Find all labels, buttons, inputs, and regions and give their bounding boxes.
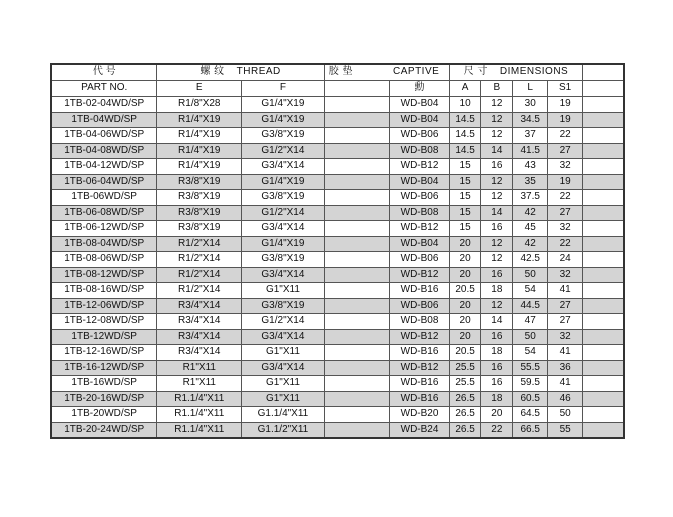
table-row	[51, 422, 624, 438]
table-row	[51, 143, 624, 159]
thread-e-cell: R3/8"X19	[157, 221, 242, 237]
extra-cell	[583, 252, 624, 268]
dim-l-cell: 37	[513, 128, 548, 144]
dim-a-cell: 25.5	[449, 376, 481, 392]
thread-e-cell: R1/4"X19	[157, 128, 242, 144]
captive-cell: WD-B12	[390, 159, 449, 175]
blank-cell	[324, 97, 390, 113]
thread-e-cell: R1/2"X14	[157, 283, 242, 299]
dim-s1-cell: 32	[548, 221, 583, 237]
dim-a-cell: 14.5	[449, 143, 481, 159]
part-no-cell: 1TB-20-16WD/SP	[51, 391, 157, 407]
dim-b-cell: 20	[481, 407, 513, 423]
blank-cell	[324, 190, 390, 206]
dim-b-cell: 22	[481, 422, 513, 438]
dim-b-cell: 16	[481, 159, 513, 175]
blank-cell	[324, 360, 390, 376]
part-no-cell: 1TB-02-04WD/SP	[51, 97, 157, 113]
blank-cell	[324, 314, 390, 330]
thread-f-cell: G3/4"X14	[242, 267, 325, 283]
col-extra-header	[583, 81, 624, 97]
thread-f-cell: G1"X11	[242, 345, 325, 361]
header-row-2	[51, 81, 624, 97]
extra-cell	[583, 329, 624, 345]
dim-a-cell: 20	[449, 329, 481, 345]
thread-f-cell: G1/4"X19	[242, 97, 325, 113]
dim-l-cell: 45	[513, 221, 548, 237]
table-row	[51, 236, 624, 252]
table-row	[51, 314, 624, 330]
dim-a-cell: 14.5	[449, 128, 481, 144]
dim-a-cell: 15	[449, 221, 481, 237]
header-row-1	[51, 64, 624, 81]
dim-a-cell: 20	[449, 267, 481, 283]
blank-header-cell	[583, 64, 624, 81]
part-no-cell: 1TB-12-06WD/SP	[51, 298, 157, 314]
part-no-cell: 1TB-08-16WD/SP	[51, 283, 157, 299]
thread-e-cell: R1.1/4"X11	[157, 422, 242, 438]
thread-e-cell: R1/4"X19	[157, 159, 242, 175]
dim-a-cell: 26.5	[449, 391, 481, 407]
blank-cell	[324, 422, 390, 438]
extra-cell	[583, 205, 624, 221]
dim-l-cell: 34.5	[513, 112, 548, 128]
dim-b-cell: 12	[481, 174, 513, 190]
blank-cell	[324, 252, 390, 268]
dim-s1-cell: 19	[548, 174, 583, 190]
extra-cell	[583, 190, 624, 206]
blank-cell	[324, 267, 390, 283]
dimensions-header-cn: 尺 寸	[463, 66, 488, 78]
thread-f-cell: G3/4"X14	[242, 159, 325, 175]
col-b-header: B	[481, 81, 513, 97]
dim-a-cell: 25.5	[449, 360, 481, 376]
dim-l-cell: 54	[513, 283, 548, 299]
part-no-header-en: PART NO.	[51, 81, 157, 97]
thread-f-cell: G3/8"X19	[242, 298, 325, 314]
thread-f-cell: G3/4"X14	[242, 221, 325, 237]
dim-b-cell: 12	[481, 97, 513, 113]
dim-l-cell: 37.5	[513, 190, 548, 206]
blank-cell	[324, 298, 390, 314]
captive-cell: WD-B06	[390, 252, 449, 268]
extra-cell	[583, 314, 624, 330]
table-row	[51, 205, 624, 221]
table-row	[51, 128, 624, 144]
dim-l-cell: 54	[513, 345, 548, 361]
captive-cell: WD-B16	[390, 391, 449, 407]
table-row	[51, 360, 624, 376]
dim-a-cell: 15	[449, 174, 481, 190]
col-e-header: E	[157, 81, 242, 97]
extra-cell	[583, 143, 624, 159]
thread-e-cell: R1"X11	[157, 360, 242, 376]
part-no-cell: 1TB-04-12WD/SP	[51, 159, 157, 175]
dim-a-cell: 26.5	[449, 422, 481, 438]
dim-b-cell: 12	[481, 236, 513, 252]
col-f-header: F	[242, 81, 325, 97]
blank-cell	[324, 143, 390, 159]
thread-f-cell: G1/2"X14	[242, 314, 325, 330]
dim-a-cell: 26.5	[449, 407, 481, 423]
dim-a-cell: 15	[449, 205, 481, 221]
blank-cell	[324, 221, 390, 237]
dim-a-cell: 20	[449, 236, 481, 252]
captive-cell: WD-B12	[390, 221, 449, 237]
blank-cell	[324, 159, 390, 175]
dim-b-cell: 12	[481, 112, 513, 128]
dim-b-cell: 16	[481, 329, 513, 345]
part-no-cell: 1TB-20-24WD/SP	[51, 422, 157, 438]
col-captive-sub-header: 勳	[390, 81, 449, 97]
dim-l-cell: 64.5	[513, 407, 548, 423]
captive-cell: WD-B16	[390, 345, 449, 361]
thread-e-cell: R3/8"X19	[157, 174, 242, 190]
thread-e-cell: R1"X11	[157, 376, 242, 392]
extra-cell	[583, 174, 624, 190]
captive-cell: WD-B06	[390, 190, 449, 206]
blank-cell	[324, 283, 390, 299]
dim-l-cell: 35	[513, 174, 548, 190]
dim-a-cell: 14.5	[449, 112, 481, 128]
dim-s1-cell: 46	[548, 391, 583, 407]
part-no-cell: 1TB-06-04WD/SP	[51, 174, 157, 190]
extra-cell	[583, 221, 624, 237]
dim-l-cell: 42	[513, 236, 548, 252]
extra-cell	[583, 267, 624, 283]
dim-s1-cell: 36	[548, 360, 583, 376]
col-blank-header	[324, 81, 390, 97]
part-no-cell: 1TB-06WD/SP	[51, 190, 157, 206]
thread-f-cell: G1/4"X19	[242, 112, 325, 128]
captive-cell: WD-B04	[390, 112, 449, 128]
extra-cell	[583, 422, 624, 438]
part-no-cell: 1TB-04-08WD/SP	[51, 143, 157, 159]
extra-cell	[583, 345, 624, 361]
dim-l-cell: 42	[513, 205, 548, 221]
blank-cell	[324, 236, 390, 252]
dim-l-cell: 66.5	[513, 422, 548, 438]
table-row	[51, 159, 624, 175]
thread-f-cell: G3/8"X19	[242, 128, 325, 144]
dim-s1-cell: 32	[548, 159, 583, 175]
table-row	[51, 345, 624, 361]
thread-f-cell: G1/4"X19	[242, 236, 325, 252]
dim-l-cell: 43	[513, 159, 548, 175]
captive-cell: WD-B16	[390, 376, 449, 392]
table-row	[51, 267, 624, 283]
dim-b-cell: 18	[481, 391, 513, 407]
extra-cell	[583, 112, 624, 128]
dim-a-cell: 20	[449, 252, 481, 268]
captive-cell: WD-B20	[390, 407, 449, 423]
thread-group-header	[157, 64, 324, 81]
thread-f-cell: G1.1/4"X11	[242, 407, 325, 423]
spec-table	[50, 63, 625, 439]
captive-cell: WD-B12	[390, 267, 449, 283]
dim-b-cell: 14	[481, 314, 513, 330]
part-no-cell: 1TB-12WD/SP	[51, 329, 157, 345]
dim-l-cell: 50	[513, 329, 548, 345]
thread-f-cell: G1/2"X14	[242, 205, 325, 221]
dim-a-cell: 15	[449, 190, 481, 206]
blank-cell	[324, 128, 390, 144]
dim-a-cell: 20.5	[449, 283, 481, 299]
table-row	[51, 283, 624, 299]
thread-e-cell: R1.1/4"X11	[157, 391, 242, 407]
table-row	[51, 252, 624, 268]
dim-l-cell: 55.5	[513, 360, 548, 376]
blank-cell	[324, 112, 390, 128]
table-row	[51, 329, 624, 345]
blank-cell	[324, 391, 390, 407]
extra-cell	[583, 360, 624, 376]
table-row	[51, 97, 624, 113]
part-no-header-cn: 代 号	[51, 64, 157, 81]
part-no-cell: 1TB-20WD/SP	[51, 407, 157, 423]
thread-header-cn: 螺 纹	[200, 66, 225, 78]
captive-cell: WD-B12	[390, 360, 449, 376]
dim-s1-cell: 41	[548, 376, 583, 392]
thread-f-cell: G3/4"X14	[242, 360, 325, 376]
thread-f-cell: G3/4"X14	[242, 329, 325, 345]
thread-f-cell: G1.1/2"X11	[242, 422, 325, 438]
extra-cell	[583, 159, 624, 175]
dim-s1-cell: 32	[548, 267, 583, 283]
captive-cell: WD-B08	[390, 205, 449, 221]
table-row	[51, 298, 624, 314]
dim-b-cell: 12	[481, 128, 513, 144]
dim-s1-cell: 24	[548, 252, 583, 268]
part-no-cell: 1TB-08-12WD/SP	[51, 267, 157, 283]
dim-l-cell: 30	[513, 97, 548, 113]
captive-cell: WD-B04	[390, 97, 449, 113]
dim-s1-cell: 41	[548, 345, 583, 361]
dim-b-cell: 18	[481, 345, 513, 361]
dim-b-cell: 16	[481, 360, 513, 376]
captive-cell: WD-B24	[390, 422, 449, 438]
blank-cell	[324, 345, 390, 361]
thread-e-cell: R1/4"X19	[157, 112, 242, 128]
dim-a-cell: 20	[449, 314, 481, 330]
dim-l-cell: 44.5	[513, 298, 548, 314]
part-no-cell: 1TB-12-16WD/SP	[51, 345, 157, 361]
dimensions-header-en: DIMENSIONS	[499, 66, 569, 78]
thread-f-cell: G1/4"X19	[242, 174, 325, 190]
extra-cell	[583, 236, 624, 252]
dim-s1-cell: 41	[548, 283, 583, 299]
extra-cell	[583, 283, 624, 299]
blank-cell	[324, 376, 390, 392]
dim-b-cell: 18	[481, 283, 513, 299]
captive-cell: WD-B16	[390, 283, 449, 299]
dim-b-cell: 16	[481, 221, 513, 237]
dim-b-cell: 16	[481, 267, 513, 283]
extra-cell	[583, 376, 624, 392]
dim-s1-cell: 27	[548, 143, 583, 159]
part-no-cell: 1TB-12-08WD/SP	[51, 314, 157, 330]
spec-table-body	[51, 97, 624, 439]
dim-b-cell: 14	[481, 143, 513, 159]
captive-header-en: CAPTIVE	[393, 66, 440, 78]
dim-a-cell: 20.5	[449, 345, 481, 361]
captive-header-cn: 胶 垫	[328, 66, 354, 78]
thread-header-en: THREAD	[236, 66, 281, 78]
thread-f-cell: G3/8"X19	[242, 252, 325, 268]
dim-s1-cell: 22	[548, 190, 583, 206]
thread-e-cell: R1/2"X14	[157, 236, 242, 252]
table-row	[51, 407, 624, 423]
captive-group-header	[324, 64, 449, 81]
thread-f-cell: G1/2"X14	[242, 143, 325, 159]
thread-f-cell: G1"X11	[242, 391, 325, 407]
captive-cell: WD-B08	[390, 314, 449, 330]
dim-s1-cell: 27	[548, 205, 583, 221]
dim-b-cell: 12	[481, 252, 513, 268]
extra-cell	[583, 298, 624, 314]
thread-e-cell: R3/4"X14	[157, 345, 242, 361]
thread-f-cell: G3/8"X19	[242, 190, 325, 206]
dim-s1-cell: 27	[548, 298, 583, 314]
col-l-header: L	[513, 81, 548, 97]
dim-s1-cell: 27	[548, 314, 583, 330]
dim-b-cell: 12	[481, 298, 513, 314]
captive-cell: WD-B06	[390, 128, 449, 144]
dim-s1-cell: 22	[548, 128, 583, 144]
dim-s1-cell: 50	[548, 407, 583, 423]
col-s1-header: S1	[548, 81, 583, 97]
thread-e-cell: R1.1/4"X11	[157, 407, 242, 423]
dim-l-cell: 47	[513, 314, 548, 330]
captive-cell: WD-B04	[390, 174, 449, 190]
dim-a-cell: 15	[449, 159, 481, 175]
thread-e-cell: R3/8"X19	[157, 190, 242, 206]
captive-cell: WD-B04	[390, 236, 449, 252]
table-row	[51, 391, 624, 407]
table-row	[51, 174, 624, 190]
part-no-cell: 1TB-16WD/SP	[51, 376, 157, 392]
part-no-cell: 1TB-06-12WD/SP	[51, 221, 157, 237]
captive-cell: WD-B12	[390, 329, 449, 345]
dim-s1-cell: 22	[548, 236, 583, 252]
thread-e-cell: R3/4"X14	[157, 329, 242, 345]
blank-cell	[324, 174, 390, 190]
table-row	[51, 221, 624, 237]
dim-l-cell: 41.5	[513, 143, 548, 159]
dim-b-cell: 14	[481, 205, 513, 221]
thread-e-cell: R1/2"X14	[157, 267, 242, 283]
blank-cell	[324, 329, 390, 345]
part-no-cell: 1TB-16-12WD/SP	[51, 360, 157, 376]
extra-cell	[583, 391, 624, 407]
dimensions-group-header	[449, 64, 582, 81]
dim-l-cell: 59.5	[513, 376, 548, 392]
col-a-header: A	[449, 81, 481, 97]
dim-a-cell: 10	[449, 97, 481, 113]
dim-b-cell: 16	[481, 376, 513, 392]
dim-a-cell: 20	[449, 298, 481, 314]
part-no-cell: 1TB-08-06WD/SP	[51, 252, 157, 268]
table-row	[51, 112, 624, 128]
thread-e-cell: R1/2"X14	[157, 252, 242, 268]
captive-cell: WD-B06	[390, 298, 449, 314]
part-no-cell: 1TB-04-06WD/SP	[51, 128, 157, 144]
thread-e-cell: R3/8"X19	[157, 205, 242, 221]
thread-e-cell: R3/4"X14	[157, 298, 242, 314]
extra-cell	[583, 97, 624, 113]
thread-e-cell: R3/4"X14	[157, 314, 242, 330]
dim-l-cell: 60.5	[513, 391, 548, 407]
part-no-cell: 1TB-04WD/SP	[51, 112, 157, 128]
dim-l-cell: 42.5	[513, 252, 548, 268]
captive-cell: WD-B08	[390, 143, 449, 159]
blank-cell	[324, 407, 390, 423]
dim-s1-cell: 19	[548, 97, 583, 113]
dim-b-cell: 12	[481, 190, 513, 206]
dim-s1-cell: 19	[548, 112, 583, 128]
table-row	[51, 376, 624, 392]
dim-l-cell: 50	[513, 267, 548, 283]
table-row	[51, 190, 624, 206]
extra-cell	[583, 128, 624, 144]
extra-cell	[583, 407, 624, 423]
dim-s1-cell: 55	[548, 422, 583, 438]
thread-f-cell: G1"X11	[242, 376, 325, 392]
thread-f-cell: G1"X11	[242, 283, 325, 299]
dim-s1-cell: 32	[548, 329, 583, 345]
blank-cell	[324, 205, 390, 221]
part-no-cell: 1TB-08-04WD/SP	[51, 236, 157, 252]
part-no-cell: 1TB-06-08WD/SP	[51, 205, 157, 221]
thread-e-cell: R1/8"X28	[157, 97, 242, 113]
thread-e-cell: R1/4"X19	[157, 143, 242, 159]
